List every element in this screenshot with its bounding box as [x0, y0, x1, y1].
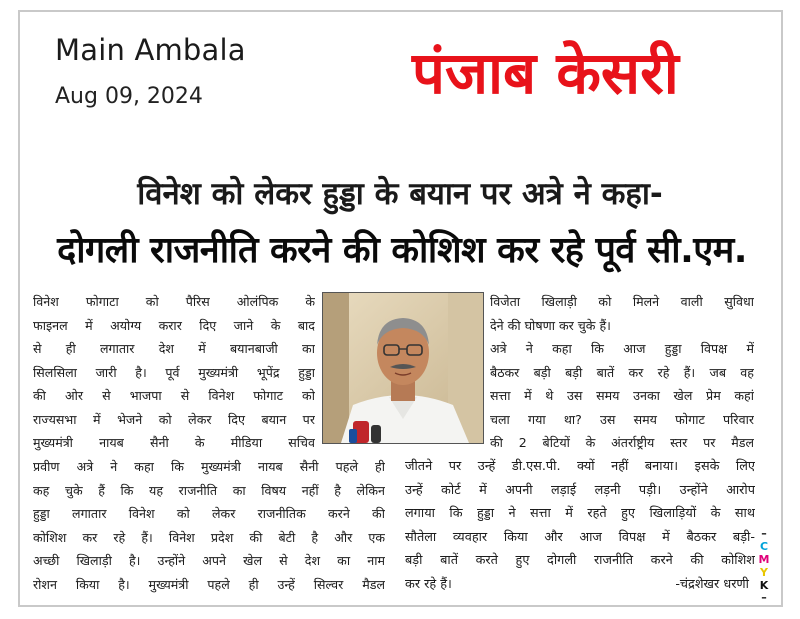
article-line: लगाया कि हुड्डा ने सत्ता में रहते हुए खिलाड़ियों के साथ	[405, 506, 755, 521]
article-line: हुड्डा लगातार विनेश को लेकर राजनीतिक करने की	[33, 506, 385, 521]
article-line: सत्ता में थे उस समय उनका खेल प्रेम कहां	[490, 388, 754, 403]
article-line: राज्यसभा में भेजने को लेकर दिए बयान पर	[33, 411, 315, 427]
article-line: अच्छी खिलाड़ी है। उन्होंने अपने खेल से देश का नाम	[33, 553, 385, 568]
portrait-icon	[323, 293, 483, 443]
article-column-right-bottom	[405, 455, 755, 596]
cmyk-dash: –	[761, 527, 767, 540]
cmyk-k-letter: K	[759, 579, 769, 592]
article-line: कह चुके हैं कि यह राजनीति का विषय नहीं है लेकिन	[33, 482, 385, 498]
article-line: जीतने पर उन्हें डी.एस.पी. क्यों नहीं बनाया। इसके लिए	[405, 459, 755, 474]
article-line: से ही लगातार देश में बयानबाजी का	[33, 341, 315, 356]
article-line: विनेश फोगाटा को पैरिस ओलंपिक के	[33, 294, 315, 309]
newspaper-masthead: पंजाब केसरी	[412, 39, 679, 107]
cmyk-m-letter: M	[758, 553, 770, 566]
article-line: प्रवीण अत्रे ने कहा कि मुख्यमंत्री नायब सैनी पहले ही	[33, 459, 385, 474]
article-column-left-bottom	[33, 455, 385, 596]
article-line: मुख्यमंत्री नायब सैनी के मीडिया सचिव	[33, 435, 315, 450]
kicker-headline: विनेश को लेकर हुड्डा के बयान पर अत्रे ने कहा-	[137, 176, 663, 212]
cmyk-dash: –	[761, 591, 767, 604]
article-line: चला गया था? उस समय फोगाट परिवार	[490, 411, 754, 427]
article-line: विजेता खिलाड़ी को मिलने वाली सुविधा	[490, 294, 754, 309]
byline: -चंद्रशेखर धरणी	[675, 576, 749, 592]
article-column-right-top	[490, 290, 754, 455]
article-line: रोशन किया है। मुख्यमंत्री पहले ही उन्हें सिल्वर मैडल	[33, 576, 385, 592]
article-last-line	[405, 573, 755, 597]
publication-date: Aug 09, 2024	[55, 84, 203, 109]
main-headline: दोगली राजनीति करने की कोशिश कर रहे पूर्व सी.एम.	[57, 230, 747, 271]
article-line: कर रहे हैं।	[405, 576, 452, 592]
cmyk-y-letter: Y	[760, 566, 768, 579]
man-portrait-photo	[322, 292, 484, 444]
article-line: सौतेला व्यवहार किया और आज विपक्ष में बैठकर बड़ी-	[405, 529, 755, 545]
cmyk-print-mark	[757, 528, 771, 608]
article-column-left-top	[33, 290, 315, 455]
article-line: फाइनल में अयोग्य करार दिए जाने के बाद	[33, 317, 315, 333]
article-line: उन्हें कोर्ट में अपनी लड़ाई लड़नी पड़ी। उन्होंने आरोप	[405, 482, 755, 498]
article-line: देने की घोषणा कर चुके हैं।	[490, 317, 611, 333]
article-line: की ओर से भाजपा से विनेश फोगाट को	[33, 388, 315, 403]
article-line: सिलसिला जारी है। पूर्व मुख्यमंत्री भूपेंद्र हुड्डा	[33, 364, 315, 380]
edition-name: Main Ambala	[55, 33, 246, 67]
article-line: की 2 बेटियों के अंतर्राष्ट्रीय स्तर पर मैडल	[490, 435, 754, 450]
cmyk-c-letter: C	[759, 540, 769, 553]
article-line: कोशिश कर रहे हैं। विनेश प्रदेश की बेटी है और एक	[33, 529, 385, 545]
article-line: बैठकर बड़ी बड़ी बातें कर रहे हैं। जब वह	[490, 364, 754, 380]
article-line: अत्रे ने कहा कि आज हुड्डा विपक्ष में	[490, 341, 754, 356]
article-line: बड़ी बातें करते हुए दोगली राजनीति करने की कोशिश	[405, 553, 755, 568]
